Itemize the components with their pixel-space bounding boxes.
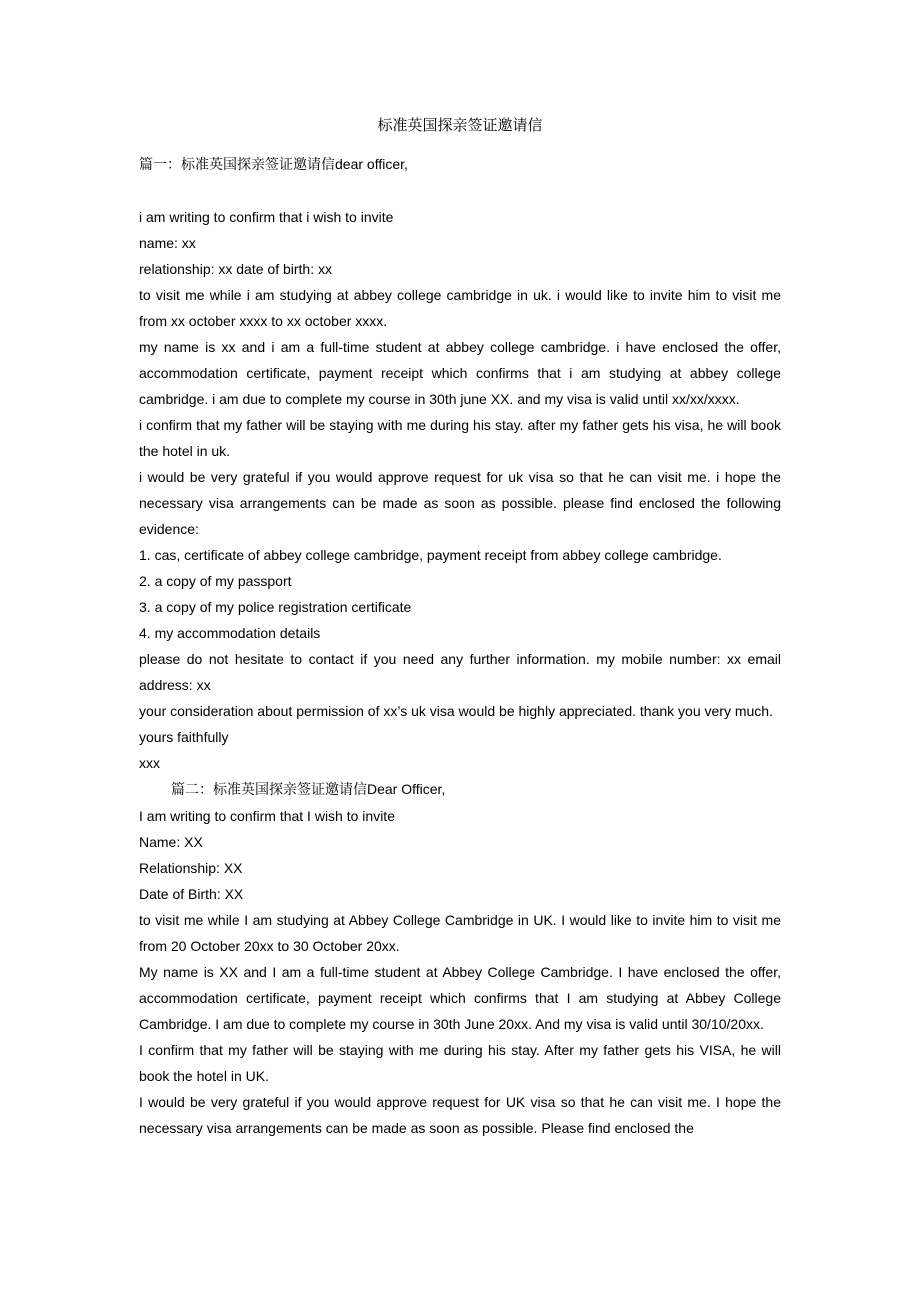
document-title: 标准英国探亲签证邀请信 [377, 116, 543, 134]
letter1-evidence-item: 3. a copy of my police registration certificate [139, 599, 412, 615]
letter1-intro-line: i am writing to confirm that i wish to invite [139, 209, 394, 225]
document-body [139, 151, 781, 1141]
letter1-evidence-item: 4. my accommodation details [139, 625, 321, 641]
letter1-evidence-item: 1. cas, certificate of abbey college cambridge, payment receipt from abbey college cambridge. [139, 547, 722, 563]
letter1-name-line: name: xx [139, 235, 196, 251]
letter1-signature: xxx [139, 755, 160, 771]
letter1-paragraph: i confirm that my father will be staying with me during his stay. after my father gets his visa, he will book the hotel in uk. [139, 417, 781, 459]
letter2-relationship-line: Relationship: XX [139, 860, 243, 876]
letter2-name-line: Name: XX [139, 834, 203, 850]
letter2-heading-cn: 篇二：标准英国探亲签证邀请信 [171, 782, 367, 798]
letter1-heading-cn: 篇一：标准英国探亲签证邀请信 [139, 157, 335, 173]
letter1-paragraph: my name is xx and i am a full-time student at abbey college cambridge. i have enclosed the offer, accommodation certificate, payment receipt which confirms that i am studying at abbey college cambridge. i am due to complete my course in 30th june XX. and my visa is valid until xx/xx/xxxx. [139, 339, 781, 407]
letter2-paragraph: to visit me while I am studying at Abbey College Cambridge in UK. I would like to invite him to visit me from 20 October 20xx to 30 October 20xx. [139, 912, 781, 954]
letter1-evidence-item: 2. a copy of my passport [139, 573, 292, 589]
letter1-closing: your consideration about permission of xx’s uk visa would be highly appreciated. thank you very much. [139, 703, 773, 719]
letter1-contact: please do not hesitate to contact if you need any further information. my mobile number: xx email address: xx [139, 651, 781, 693]
letter2-salutation: Dear Officer, [367, 781, 446, 797]
letter2-dob-line: Date of Birth: XX [139, 886, 244, 902]
letter2-paragraph: My name is XX and I am a full-time student at Abbey College Cambridge. I have enclosed the offer, accommodation certificate, payment receipt which confirms that I am studying at Abbey College Cambridge. I am due to complete my course in 30th June 20xx. And my visa is valid until 30/10/20xx. [139, 964, 781, 1032]
letter2-heading [139, 776, 781, 803]
letter2-paragraph: I confirm that my father will be staying with me during his stay. After my father gets his VISA, he will book the hotel in UK. [139, 1042, 781, 1084]
letter1-paragraph: i would be very grateful if you would approve request for uk visa so that he can visit me. i hope the necessary visa arrangements can be made as soon as possible. please find enclosed the following evidence: [139, 469, 781, 537]
letter1-relationship-line: relationship: xx date of birth: xx [139, 261, 332, 277]
letter2-intro-line: I am writing to confirm that I wish to invite [139, 808, 395, 824]
letter1-heading [139, 151, 781, 178]
letter1-paragraph: to visit me while i am studying at abbey college cambridge in uk. i would like to invite him to visit me from xx october xxxx to xx october xxxx. [139, 287, 781, 329]
letter2-paragraph: I would be very grateful if you would approve request for UK visa so that he can visit me. I hope the necessary visa arrangements can be made as soon as possible. Please find enclosed the [139, 1094, 781, 1136]
letter1-salutation: dear officer, [335, 156, 408, 172]
blank-line [139, 178, 781, 204]
letter1-signoff: yours faithfully [139, 729, 229, 745]
